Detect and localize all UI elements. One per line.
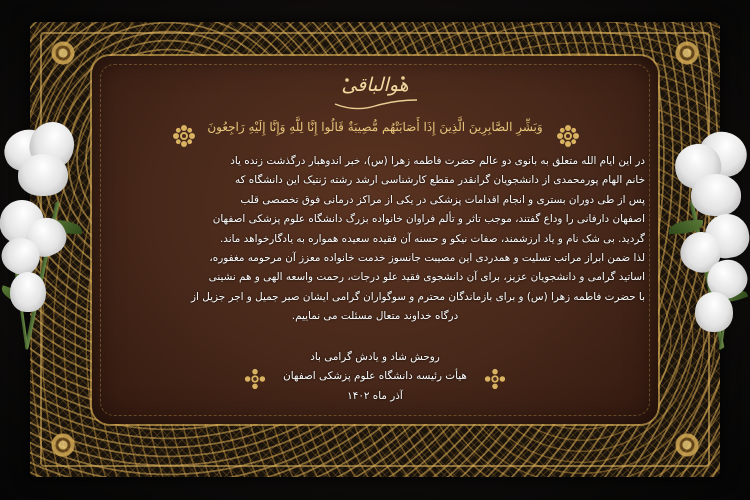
signature: هیأت رئیسه دانشگاه علوم پزشکی اصفهان bbox=[283, 370, 467, 383]
white-flower-bouquet-right bbox=[655, 110, 750, 350]
calligraphy-logo bbox=[325, 66, 425, 116]
message-line: در این ایام الله متعلق به بانوی دو عالم حضرت فاطمه زهرا (س)، خبر اندوهبار درگذشت زنده یاد bbox=[230, 155, 645, 167]
closing-block bbox=[225, 348, 525, 406]
message-line: درگاه خداوند متعال مسئلت می نماییم. bbox=[291, 310, 459, 323]
rosette-icon bbox=[484, 368, 506, 390]
message-line: گردید. بی شک نام و یاد ارزشمند، صفات نیکو و حسنه آن فقیده سعیده همواره به یادگارخواهد ماند. bbox=[219, 232, 645, 245]
corner-rosette-bottom-left bbox=[46, 428, 80, 462]
condolence-message bbox=[105, 152, 645, 327]
message-line: پس از طی دوران بستری و انجام اقدامات پزشکی در یکی از مراکز درمانی فوق تخصصی قلب bbox=[240, 193, 645, 206]
closing-prayer: روحش شاد و یادش گرامی باد bbox=[310, 351, 440, 363]
calligraphy-text: هوالباقی bbox=[341, 74, 409, 96]
message-line: خانم الهام پورمحمدی از دانشجویان گرانقدر مقطع کارشناسی ارشد رشته ژنتیک این دانشگاه که bbox=[234, 174, 645, 187]
white-flower-bouquet-left bbox=[0, 120, 95, 350]
message-line: با حضرت فاطمه زهرا (س) و برای بازماندگان محترم و سوگواران گرامی ایشان صبر جمیل و اجر جزیل از bbox=[191, 290, 645, 303]
rosette-icon bbox=[244, 368, 266, 390]
rosette-icon bbox=[172, 124, 196, 148]
rosette-icon bbox=[556, 124, 580, 148]
quran-verse: وَبَشِّرِ الصَّابِرِينَ الَّذِينَ إِذَا أَصَابَتْهُم مُّصِيبَةٌ قَالُوا إِنَّا لِلَّهِ وَإِنَّا إِلَيْهِ رَاجِعُونَ bbox=[207, 120, 543, 134]
corner-rosette-bottom-right bbox=[670, 428, 704, 462]
message-line: اصفهان دارفانی را وداع گفتند، موجب تاثر و تألم فراوان خانواده بزرگ دانشگاه علوم پزشکی اصفهان bbox=[212, 213, 645, 226]
corner-rosette-top-left bbox=[46, 36, 80, 70]
corner-rosette-top-right bbox=[670, 36, 704, 70]
date: آذر ماه ۱۴۰۲ bbox=[347, 389, 403, 402]
message-line: اساتید گرامی و دانشجویان عزیز، برای آن دانشجوی فقید علو درجات، رحمت واسعه الهی و هم نشینی bbox=[208, 271, 645, 284]
message-line: لذا ضمن ابراز مراتب تسلیت و همدردی این مصیبت جانسوز خدمت خانواده معزز آن مرحومه مغفوره، bbox=[209, 252, 645, 265]
